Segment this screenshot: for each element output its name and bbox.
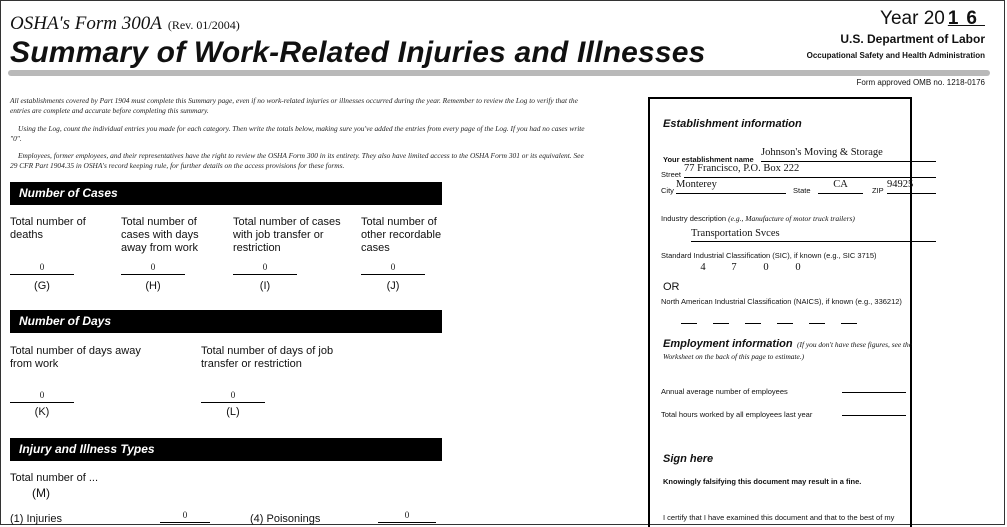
code-i: (I) [259,280,271,292]
naics-digit-4[interactable] [777,322,793,324]
label-street: Street [661,170,682,179]
label-deaths: Total number of deaths [10,216,86,241]
label-naics: North American Industrial Classification (NAICS), if known (e.g., 336212) [661,297,902,306]
input-poisonings[interactable]: 0 [378,510,436,523]
falsification-warning: Knowingly falsifying this document may result in a fine. [663,477,862,486]
label-state: State [793,186,811,195]
sic-digit-4[interactable]: 0 [795,262,801,273]
omb-approval: Form approved OMB no. 1218-0176 [856,78,985,87]
label-city: City [661,186,674,195]
sic-digit-1[interactable]: 4 [700,262,706,273]
establishment-heading: Establishment information [663,118,802,130]
instruction-paragraph-2: Using the Log, count the individual entries you made for each category. Then write the totals below, making sure you've added the entries from every page of the Log. If you had no cases write "0". [10,124,585,143]
input-street[interactable]: 77 Francisco, P.O. Box 222 [684,163,936,178]
label-total-number-of: Total number of ... [10,472,99,484]
label-industry-description: Industry description (e.g., Manufacture of motor truck trailers) [661,214,855,223]
sign-here-heading: Sign here [663,453,714,465]
input-city[interactable]: Monterey [676,179,786,194]
naics-digit-6[interactable] [841,322,857,324]
naics-digit-2[interactable] [713,322,729,324]
label-days-job-transfer: Total number of days of job transfer or restriction [201,345,334,370]
label-days-away: Total number of cases with days away from work [121,216,199,254]
label-annual-employees: Annual average number of employees [661,387,788,396]
page-title: Summary of Work-Related Injuries and Illnesses [10,36,706,69]
code-m: (M) [32,486,50,500]
certification-text: I certify that I have examined this document and that to the best of my [663,513,895,522]
code-j: (J) [386,280,400,292]
input-days-job-transfer[interactable]: 0 [201,390,265,403]
input-state[interactable]: CA [818,179,863,194]
naics-digit-3[interactable] [745,322,761,324]
agency-name: U.S. Department of Labor [840,32,985,46]
input-total-hours[interactable] [842,407,906,416]
form-number: OSHA's Form 300A (Rev. 01/2004) [10,13,240,34]
code-h: (H) [145,280,161,292]
input-industry-description[interactable]: Transportation Svces [691,228,936,242]
or-separator: OR [663,281,680,293]
section-header-number-of-days: Number of Days [10,310,442,333]
label-other-recordable: Total number of other recordable cases [361,216,442,254]
label-establishment-name: Your establishment name [663,155,754,164]
section-header-number-of-cases: Number of Cases [10,182,442,205]
instruction-paragraph-3: Employees, former employees, and their representatives have the right to review the OSHA Form 300 in its entirety. They also have limited access to the OSHA Form 301 or its equivalent. See 29 CFR Part 1904.35 in OSHA's record keeping rule, for further details on the access provisions for these forms. [10,151,584,170]
label-job-transfer: Total number of cases with job transfer or restriction [233,216,341,254]
instruction-paragraph-1: All establishments covered by Part 1904 must complete this Summary page, even if no work-related injuries or illnesses occurred during the year. Remember to review the Log to verify that the entries are complete and accurate before completing this summary. [10,96,578,115]
section-header-injury-illness-types: Injury and Illness Types [10,438,442,461]
label-days-away-from-work: Total number of days away from work [10,345,141,370]
input-zip[interactable]: 94925 [887,179,936,194]
code-g: (G) [34,280,50,292]
year-field[interactable]: Year 20 16 [880,8,985,29]
sic-digit-3[interactable]: 0 [763,262,769,273]
year-value[interactable]: 16 [947,8,985,29]
label-total-hours: Total hours worked by all employees last year [661,410,813,419]
input-days-away[interactable]: 0 [10,390,74,403]
naics-digit-5[interactable] [809,322,825,324]
input-injuries[interactable]: 0 [160,510,210,523]
title-divider [8,70,990,76]
input-job-transfer-cases[interactable]: 0 [233,262,297,275]
input-annual-employees[interactable] [842,384,906,393]
naics-digit-1[interactable] [681,322,697,324]
sub-agency-name: Occupational Safety and Health Administration [806,51,985,60]
sic-digit-2[interactable]: 7 [731,262,737,273]
label-zip: ZIP [872,186,884,195]
input-deaths[interactable]: 0 [10,262,74,275]
revision-date: (Rev. 01/2004) [167,18,240,32]
code-l: (L) [226,406,240,418]
label-sic: Standard Industrial Classification (SIC), if known (e.g., SIC 3715) [661,251,877,260]
label-injuries: (1) Injuries [10,513,62,525]
input-days-away-cases[interactable]: 0 [121,262,185,275]
label-poisonings: (4) Poisonings [250,513,321,525]
input-establishment-name[interactable]: Johnson's Moving & Storage [761,147,936,162]
input-other-recordable[interactable]: 0 [361,262,425,275]
employment-heading: Employment information (If you don't have these figures, see the Worksheet on the back of this page to estimate.) [663,338,913,361]
code-k: (K) [34,406,50,418]
